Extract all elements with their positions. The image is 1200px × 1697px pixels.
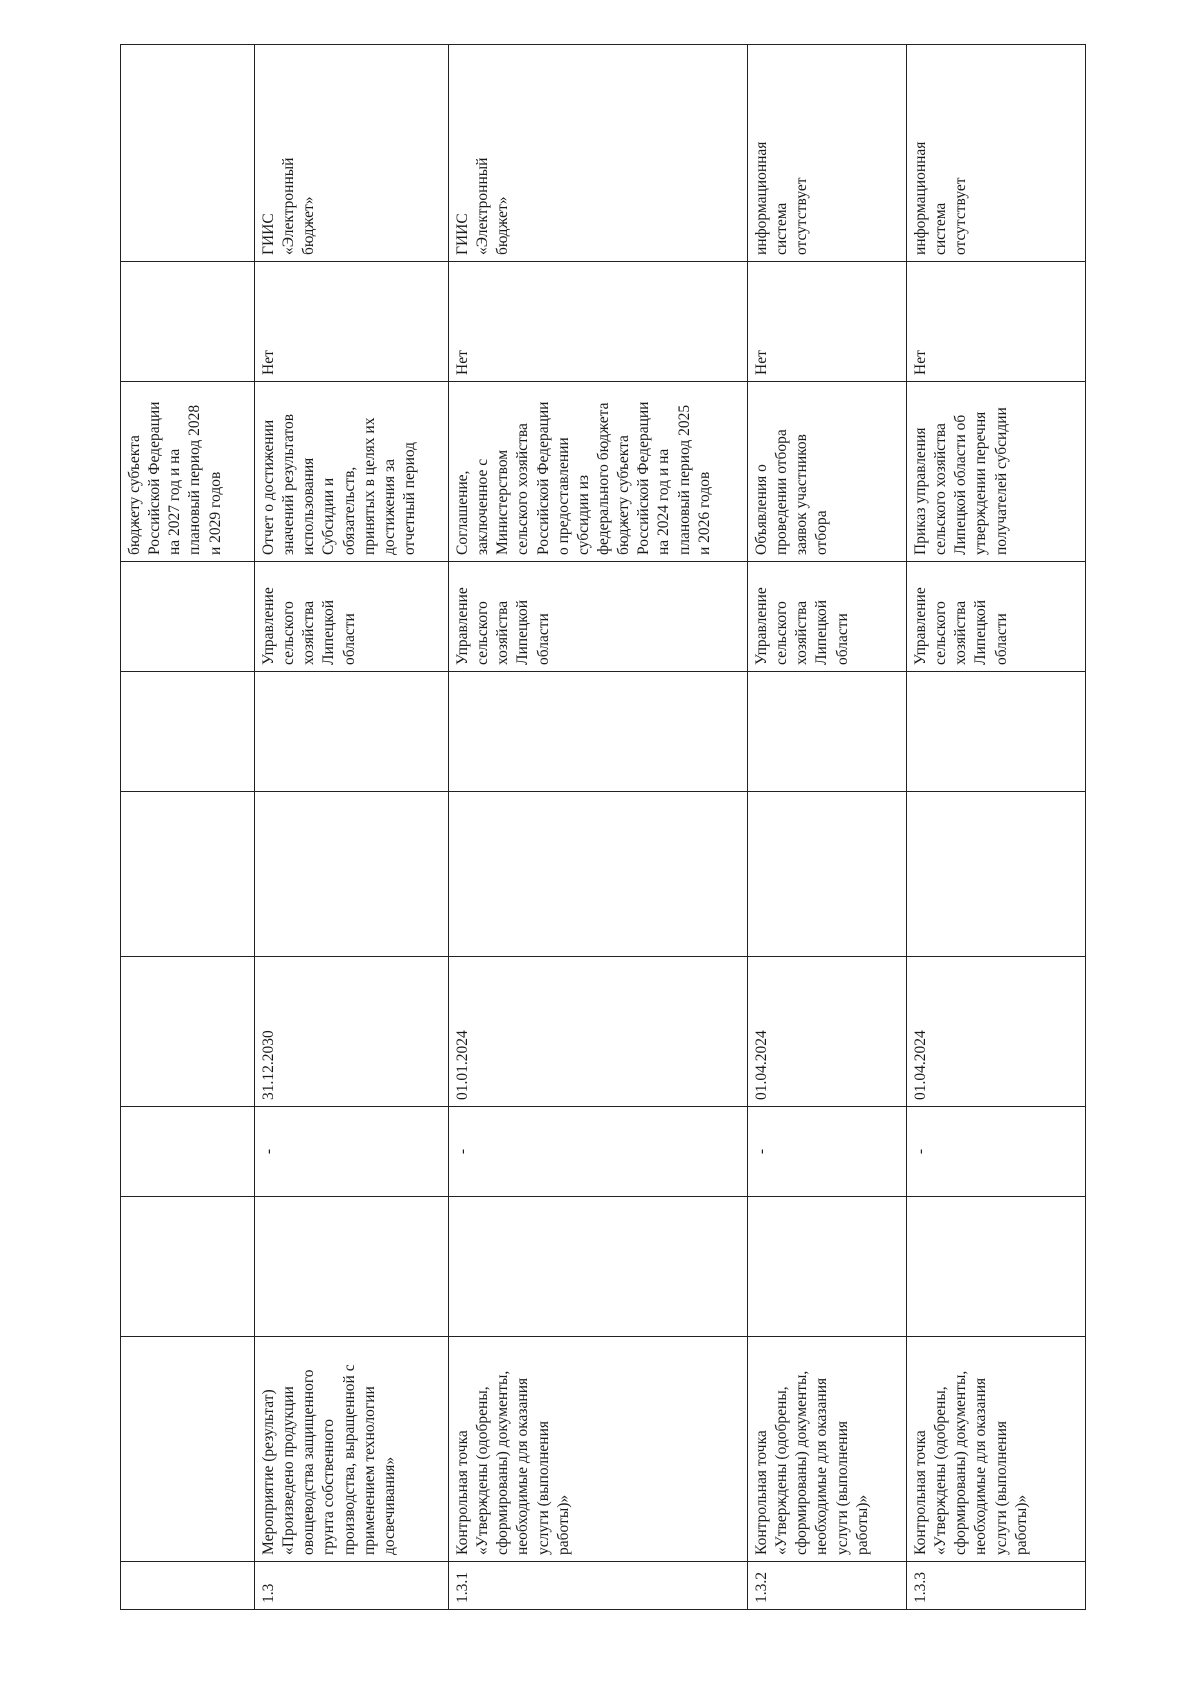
- cell-flag: [121, 262, 255, 382]
- cell-empty: [748, 1197, 907, 1337]
- cell-document: Соглашение, заключенное с Министерством сельского хозяйства Российской Федерации о предоставлении субсидии из федерального бюджета бюджету субъекта Российской Федерации на 2024 год и на плановый период 2025 и 2026 годов: [449, 382, 748, 562]
- cell-empty: [907, 1197, 1086, 1337]
- cell-number: 1.3.1: [449, 1562, 748, 1610]
- cell-empty: [255, 792, 449, 957]
- cell-responsible: Управление сельского хозяйства Липецкой области: [255, 562, 449, 672]
- cell-flag: Нет: [748, 262, 907, 382]
- cell-empty: [255, 1197, 449, 1337]
- cell-document: Объявления о проведении отбора заявок участников отбора: [748, 382, 907, 562]
- cell-empty: [449, 792, 748, 957]
- cell-end-date: 01.04.2024: [748, 957, 907, 1107]
- cell-start-date: -: [748, 1107, 907, 1197]
- rotated-page: [120, 45, 1135, 1610]
- cell-info-system: информационная система отсутствует: [907, 45, 1086, 262]
- cell-flag: Нет: [255, 262, 449, 382]
- table-row: [255, 45, 449, 1610]
- cell-name: Контрольная точка «Утверждены (одобрены, сформированы) документы, необходимые для оказания услуги (выполнения работы)»: [907, 1337, 1086, 1562]
- cell-empty: [449, 1197, 748, 1337]
- cell-info-system: ГИИС «Электронный бюджет»: [449, 45, 748, 262]
- cell-info-system: [121, 45, 255, 262]
- cell-start-date: -: [255, 1107, 449, 1197]
- table-row: [121, 45, 255, 1610]
- cell-empty: [748, 672, 907, 792]
- plan-table: [120, 44, 1086, 1610]
- cell-flag: Нет: [449, 262, 748, 382]
- cell-empty: [907, 792, 1086, 957]
- cell-empty: [121, 792, 255, 957]
- cell-responsible: Управление сельского хозяйства Липецкой области: [449, 562, 748, 672]
- cell-empty: [121, 1197, 255, 1337]
- cell-responsible: Управление сельского хозяйства Липецкой области: [907, 562, 1086, 672]
- cell-info-system: информационная система отсутствует: [748, 45, 907, 262]
- cell-empty: [748, 792, 907, 957]
- cell-start-date: [121, 1107, 255, 1197]
- cell-end-date: 01.04.2024: [907, 957, 1086, 1107]
- cell-name: Контрольная точка «Утверждены (одобрены, сформированы) документы, необходимые для оказания услуги (выполнения работы)»: [748, 1337, 907, 1562]
- table-row: [748, 45, 907, 1610]
- cell-flag: Нет: [907, 262, 1086, 382]
- cell-empty: [907, 672, 1086, 792]
- cell-responsible: [121, 562, 255, 672]
- cell-end-date: 01.01.2024: [449, 957, 748, 1107]
- cell-document: бюджету субъекта Российской Федерации на 2027 год и на плановый период 2028 и 2029 годов: [121, 382, 255, 562]
- cell-empty: [255, 672, 449, 792]
- cell-number: 1.3: [255, 1562, 449, 1610]
- cell-number: 1.3.3: [907, 1562, 1086, 1610]
- cell-start-date: -: [907, 1107, 1086, 1197]
- cell-empty: [121, 672, 255, 792]
- cell-end-date: [121, 957, 255, 1107]
- cell-empty: [449, 672, 748, 792]
- cell-start-date: -: [449, 1107, 748, 1197]
- cell-document: Приказ управления сельского хозяйства Липецкой области об утверждении перечня получателей субсидии: [907, 382, 1086, 562]
- cell-document: Отчет о достижении значений результатов использования Субсидии и обязательств, принятых в целях их достижения за отчетный период: [255, 382, 449, 562]
- cell-name: [121, 1337, 255, 1562]
- table-row: [449, 45, 748, 1610]
- cell-name: Контрольная точка «Утверждены (одобрены, сформированы) документы, необходимые для оказания услуги (выполнения работы)»: [449, 1337, 748, 1562]
- cell-number: [121, 1562, 255, 1610]
- cell-number: 1.3.2: [748, 1562, 907, 1610]
- cell-responsible: Управление сельского хозяйства Липецкой области: [748, 562, 907, 672]
- table-row: [907, 45, 1086, 1610]
- cell-end-date: 31.12.2030: [255, 957, 449, 1107]
- cell-name: Мероприятие (результат) «Произведено продукции овощеводства защищенного грунта собственного производства, выращенной с применением технологии досвечивания»: [255, 1337, 449, 1562]
- cell-info-system: ГИИС «Электронный бюджет»: [255, 45, 449, 262]
